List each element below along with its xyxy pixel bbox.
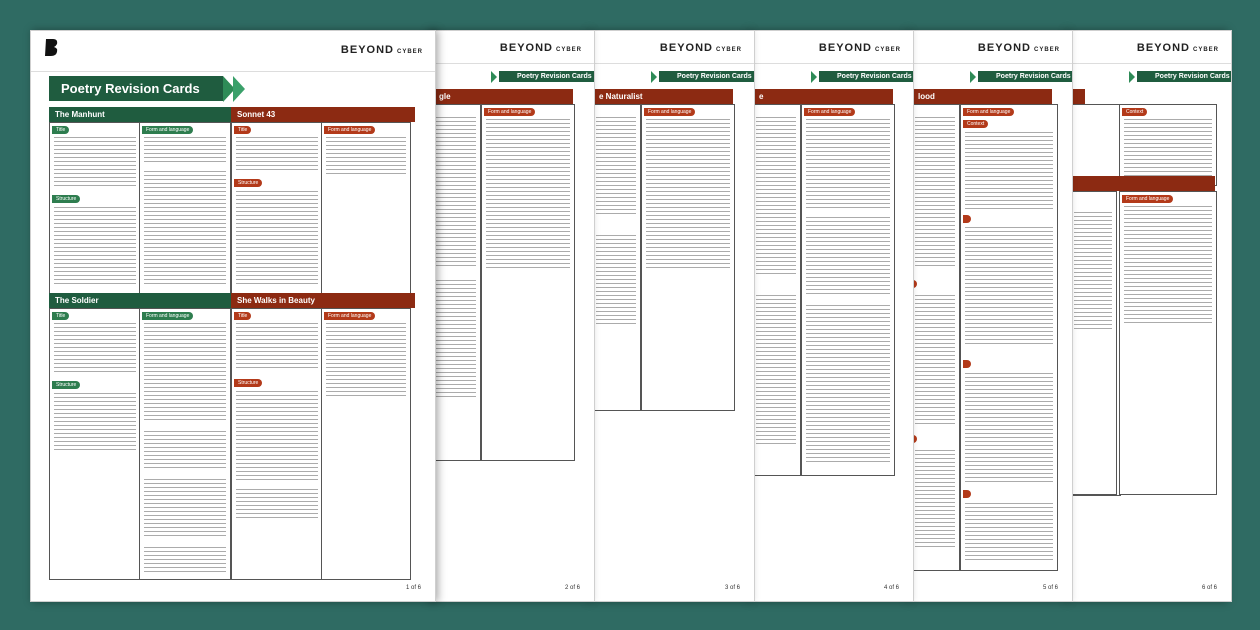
poem-title: The Soldier (49, 293, 231, 308)
page-number: 3 of 6 (724, 585, 740, 591)
page-6 (1070, 30, 1232, 602)
card-column (432, 104, 481, 461)
card-column (801, 104, 895, 476)
poem-title: lood (912, 89, 1052, 104)
chevron-icon (970, 71, 976, 83)
text-block (236, 391, 318, 481)
text-block (54, 323, 136, 373)
card-column (49, 122, 141, 295)
poem-title: e (753, 89, 893, 104)
tag-form: Form and language (963, 108, 1014, 116)
text-block (596, 235, 636, 325)
text-block (236, 137, 318, 171)
text-block (144, 431, 226, 471)
card-column (752, 104, 801, 476)
card-column (231, 308, 323, 580)
section-header (1071, 89, 1085, 104)
text-block (486, 119, 570, 269)
page-number: 6 of 6 (1201, 585, 1217, 591)
text-block (1074, 212, 1112, 332)
page-1 (30, 30, 436, 602)
tag-structure: Structure (234, 379, 262, 387)
card-column (139, 308, 231, 580)
page-number: 1 of 6 (405, 585, 421, 591)
page-3 (592, 30, 755, 602)
tag-context: Context (1122, 108, 1147, 116)
brand-logo: BEYOND CYBER (499, 42, 582, 54)
tag-structure: Structure (52, 195, 80, 203)
text-block (646, 119, 730, 269)
text-block (756, 117, 796, 277)
card-column (231, 122, 323, 295)
page-banner: Poetry Revision Cards (819, 71, 914, 82)
tag-form: Form and language (644, 108, 695, 116)
brand-logo: BEYOND CYBER (1136, 42, 1219, 54)
card-column (1070, 191, 1117, 495)
card-column (592, 104, 641, 411)
text-block (1124, 119, 1212, 179)
page-header (433, 31, 594, 64)
card-column (1119, 104, 1217, 186)
page-header (912, 31, 1072, 64)
card-column (481, 104, 575, 461)
poem-title: Sonnet 43 (231, 107, 415, 122)
text-block (965, 373, 1053, 483)
page-header (593, 31, 754, 64)
text-block (915, 117, 955, 267)
text-block (806, 217, 890, 297)
card-column (960, 104, 1058, 571)
chevron-icon (1129, 71, 1135, 83)
page-number: 2 of 6 (564, 585, 580, 591)
text-block (144, 137, 226, 165)
card-column (139, 122, 231, 295)
brand-logo: BEYOND CYBER (659, 42, 742, 54)
text-block (436, 280, 476, 400)
brand-logo: BEYOND CYBER (818, 42, 901, 54)
tag-title: Title (234, 126, 251, 134)
text-block (144, 323, 226, 423)
tag-title: Title (52, 126, 69, 134)
page-header (31, 31, 435, 72)
page-banner: Poetry Revision Cards (978, 71, 1073, 82)
page-header (1071, 31, 1231, 64)
tag-context (963, 360, 971, 368)
tag-form: Form and language (142, 312, 193, 320)
poem-title: e Naturalist (593, 89, 733, 104)
text-block (756, 295, 796, 445)
text-block (54, 137, 136, 187)
page-title: Poetry Revision Cards (49, 76, 223, 101)
page-2 (432, 30, 595, 602)
text-block (144, 171, 226, 287)
text-block (54, 207, 136, 287)
tag-form: Form and language (484, 108, 535, 116)
text-block (144, 479, 226, 539)
tag-context: Context (963, 120, 988, 128)
tag-context (963, 490, 971, 498)
text-block (965, 132, 1053, 212)
tag-form: Form and language (142, 126, 193, 134)
beyond-logo-icon (43, 37, 59, 57)
poem-title: The Manhunt (49, 107, 231, 122)
text-block (596, 117, 636, 217)
chevron-icon (233, 76, 245, 102)
card-column (321, 122, 411, 295)
text-block (436, 117, 476, 267)
text-block (965, 227, 1053, 347)
card-column (49, 308, 141, 580)
tag-structure: Structure (52, 381, 80, 389)
text-block (326, 323, 406, 398)
section-header (1071, 176, 1215, 191)
page-banner: Poetry Revision Cards (659, 71, 755, 82)
text-block (236, 489, 318, 519)
page-4 (752, 30, 914, 602)
text-block (144, 547, 226, 573)
tag-form: Form and language (804, 108, 855, 116)
card-column (911, 104, 960, 571)
tag-context (963, 215, 971, 223)
text-block (236, 323, 318, 371)
chevron-icon (811, 71, 817, 83)
chevron-icon (651, 71, 657, 83)
card-column (641, 104, 735, 411)
tag-title: Title (52, 312, 69, 320)
tag-form: Form and language (1122, 195, 1173, 203)
page-banner: Poetry Revision Cards (499, 71, 595, 82)
tag-title: Title (234, 312, 251, 320)
tag-form: Form and language (324, 126, 375, 134)
text-block (915, 295, 955, 425)
page-5 (911, 30, 1073, 602)
poem-title: She Walks in Beauty (231, 293, 415, 308)
brand-logo: BEYOND CYBER (340, 44, 423, 56)
brand-logo: BEYOND CYBER (977, 42, 1060, 54)
page-header (753, 31, 913, 64)
text-block (806, 305, 890, 465)
poem-title: gle (433, 89, 573, 104)
chevron-icon (491, 71, 497, 83)
tag-form: Form and language (324, 312, 375, 320)
page-number: 5 of 6 (1042, 585, 1058, 591)
text-block (1124, 206, 1212, 326)
text-block (326, 137, 406, 177)
page-banner: Poetry Revision Cards (1137, 71, 1232, 82)
text-block (806, 119, 890, 209)
text-block (54, 393, 136, 453)
card-column (1119, 191, 1217, 495)
card-column (321, 308, 411, 580)
text-block (915, 450, 955, 550)
text-block (236, 191, 318, 287)
page-number: 4 of 6 (883, 585, 899, 591)
text-block (965, 503, 1053, 563)
tag-structure: Structure (234, 179, 262, 187)
